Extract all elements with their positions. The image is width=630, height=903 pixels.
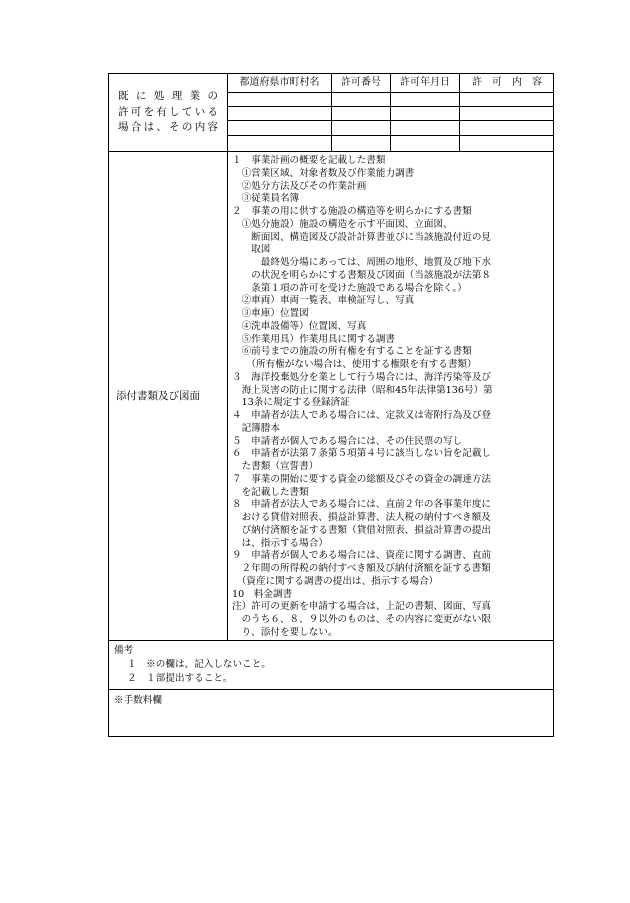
attachment-line: のうち６、８、９以外のものは、その内容に変更がない限 [232, 614, 492, 625]
label-column-divider [227, 73, 228, 640]
existing-business-label [118, 89, 218, 136]
attachment-line: 13条に規定する登録済証 [232, 397, 350, 409]
attachment-line: 条第１項の許可を受けた施設である場合を除く。） [232, 282, 467, 294]
attachment-line: を記載した書類 [232, 486, 309, 498]
attachment-line: 最終処分場にあっては、周囲の地形、地質及び地下水 [232, 257, 491, 268]
attachment-line: ２ 事業の用に供する施設の構造等を明らかにする書類 [232, 206, 472, 217]
remarks-item: ２ １部提出すること。 [127, 673, 233, 684]
attachment-line: ②車両）車両一覧表、車検証写し、写真 [232, 295, 415, 307]
attachment-line: ７ 事業の開始に要する資金の総額及びその資金の調達方法 [232, 473, 492, 485]
header-permit-number: 許可番号 [341, 77, 381, 88]
header-permit-date: 許可年月日 [400, 77, 450, 88]
attachment-line: 取図 [232, 244, 271, 256]
attachment-line: ３ 海洋投棄処分を業として行う場合には、海洋汚染等及び [232, 371, 492, 383]
attachment-line: 海上災害の防止に関する法律（昭和45年法律第136号）第 [232, 384, 493, 396]
attachment-line: ①営業区域、対象者数及び作業能力調書 [232, 167, 415, 179]
attachment-line: 10 料金調書 [232, 588, 293, 600]
attachment-line: は、指示する場合） [232, 537, 328, 549]
attachments-label: 添付書類及び図面 [116, 390, 200, 402]
attachment-line: ２年間の所得税の納付すべき額及び納付済額を証する書類 [232, 563, 491, 574]
attachment-line: ５ 申請者が個人である場合には、その住民票の写し [232, 435, 463, 447]
attachment-line: の状況を明らかにする書類及び図面（当該施設が法第８ [232, 269, 492, 281]
attachment-line: ６ 申請者が法第７条第５項第４号に該当しない旨を記載し [232, 448, 492, 460]
attachment-line: ⑥前号までの施設の所有権を有することを証する書類 [232, 346, 472, 358]
attachment-line: 注）許可の更新を申請する場合は、上記の書類、図面、写真 [232, 601, 492, 613]
remarks-item: １ ※の欄は、記入しないこと。 [127, 659, 271, 670]
label-line: 許可を有している [118, 105, 218, 118]
attachment-line: ①処分施設）施設の構造を示す平面図、立面図、 [232, 218, 453, 230]
header-prefecture-municipality: 都道府県市町村名 [239, 77, 320, 88]
section-divider [108, 640, 554, 641]
section-divider [108, 151, 554, 152]
label-line: 既に処理業の [118, 90, 218, 102]
label-line: 場合は、その内容 [118, 121, 218, 133]
attachment-line: 断面図、構造図及び設計計算書並びに当該施設付近の見 [232, 231, 492, 243]
fee-field-label: ※手数料欄 [114, 695, 162, 706]
remarks-heading: 備考 [114, 645, 134, 656]
attachment-line: ③従業員名簿 [232, 193, 300, 205]
attachment-line: 記簿謄本 [232, 422, 280, 434]
attachment-line: （資産に関する調書の提出は、指示する場合） [232, 575, 439, 587]
attachment-line: １ 事業計画の概要を記載した書類 [232, 155, 386, 166]
attachment-line: ④洗車設備等）位置図、写真 [232, 320, 367, 332]
attachment-line: ８ 申請者が法人である場合には、直前２年の各事業年度に [232, 499, 492, 511]
attachment-line: （所有権がない場合は、使用する権限を有する書類） [232, 359, 477, 370]
header-permit-content: 許 可 内 容 [472, 77, 542, 88]
attachment-line: ③車庫）位置図 [232, 308, 309, 319]
attachment-line: ②処分方法及びその作業計画 [232, 180, 367, 192]
attachment-line: た書類（宣誓書） [232, 461, 319, 472]
attachment-line: り、添付を要しない。 [232, 626, 338, 638]
attachment-line: ⑤作業用具）作業用具に関する調書 [232, 333, 396, 345]
attachment-line: ９ 申請者が個人である場合には、資産に関する調書、直前 [232, 550, 492, 562]
attachment-line: ４ 申請者が法人である場合には、定款又は寄附行為及び登 [232, 410, 492, 421]
section-divider [108, 689, 554, 690]
attachment-line: び納付済額を証する書類（貸借対照表、損益計算書の提出 [232, 524, 492, 536]
attachment-line: おける貸借対照表、損益計算書、法人税の納付すべき額及 [232, 512, 491, 523]
